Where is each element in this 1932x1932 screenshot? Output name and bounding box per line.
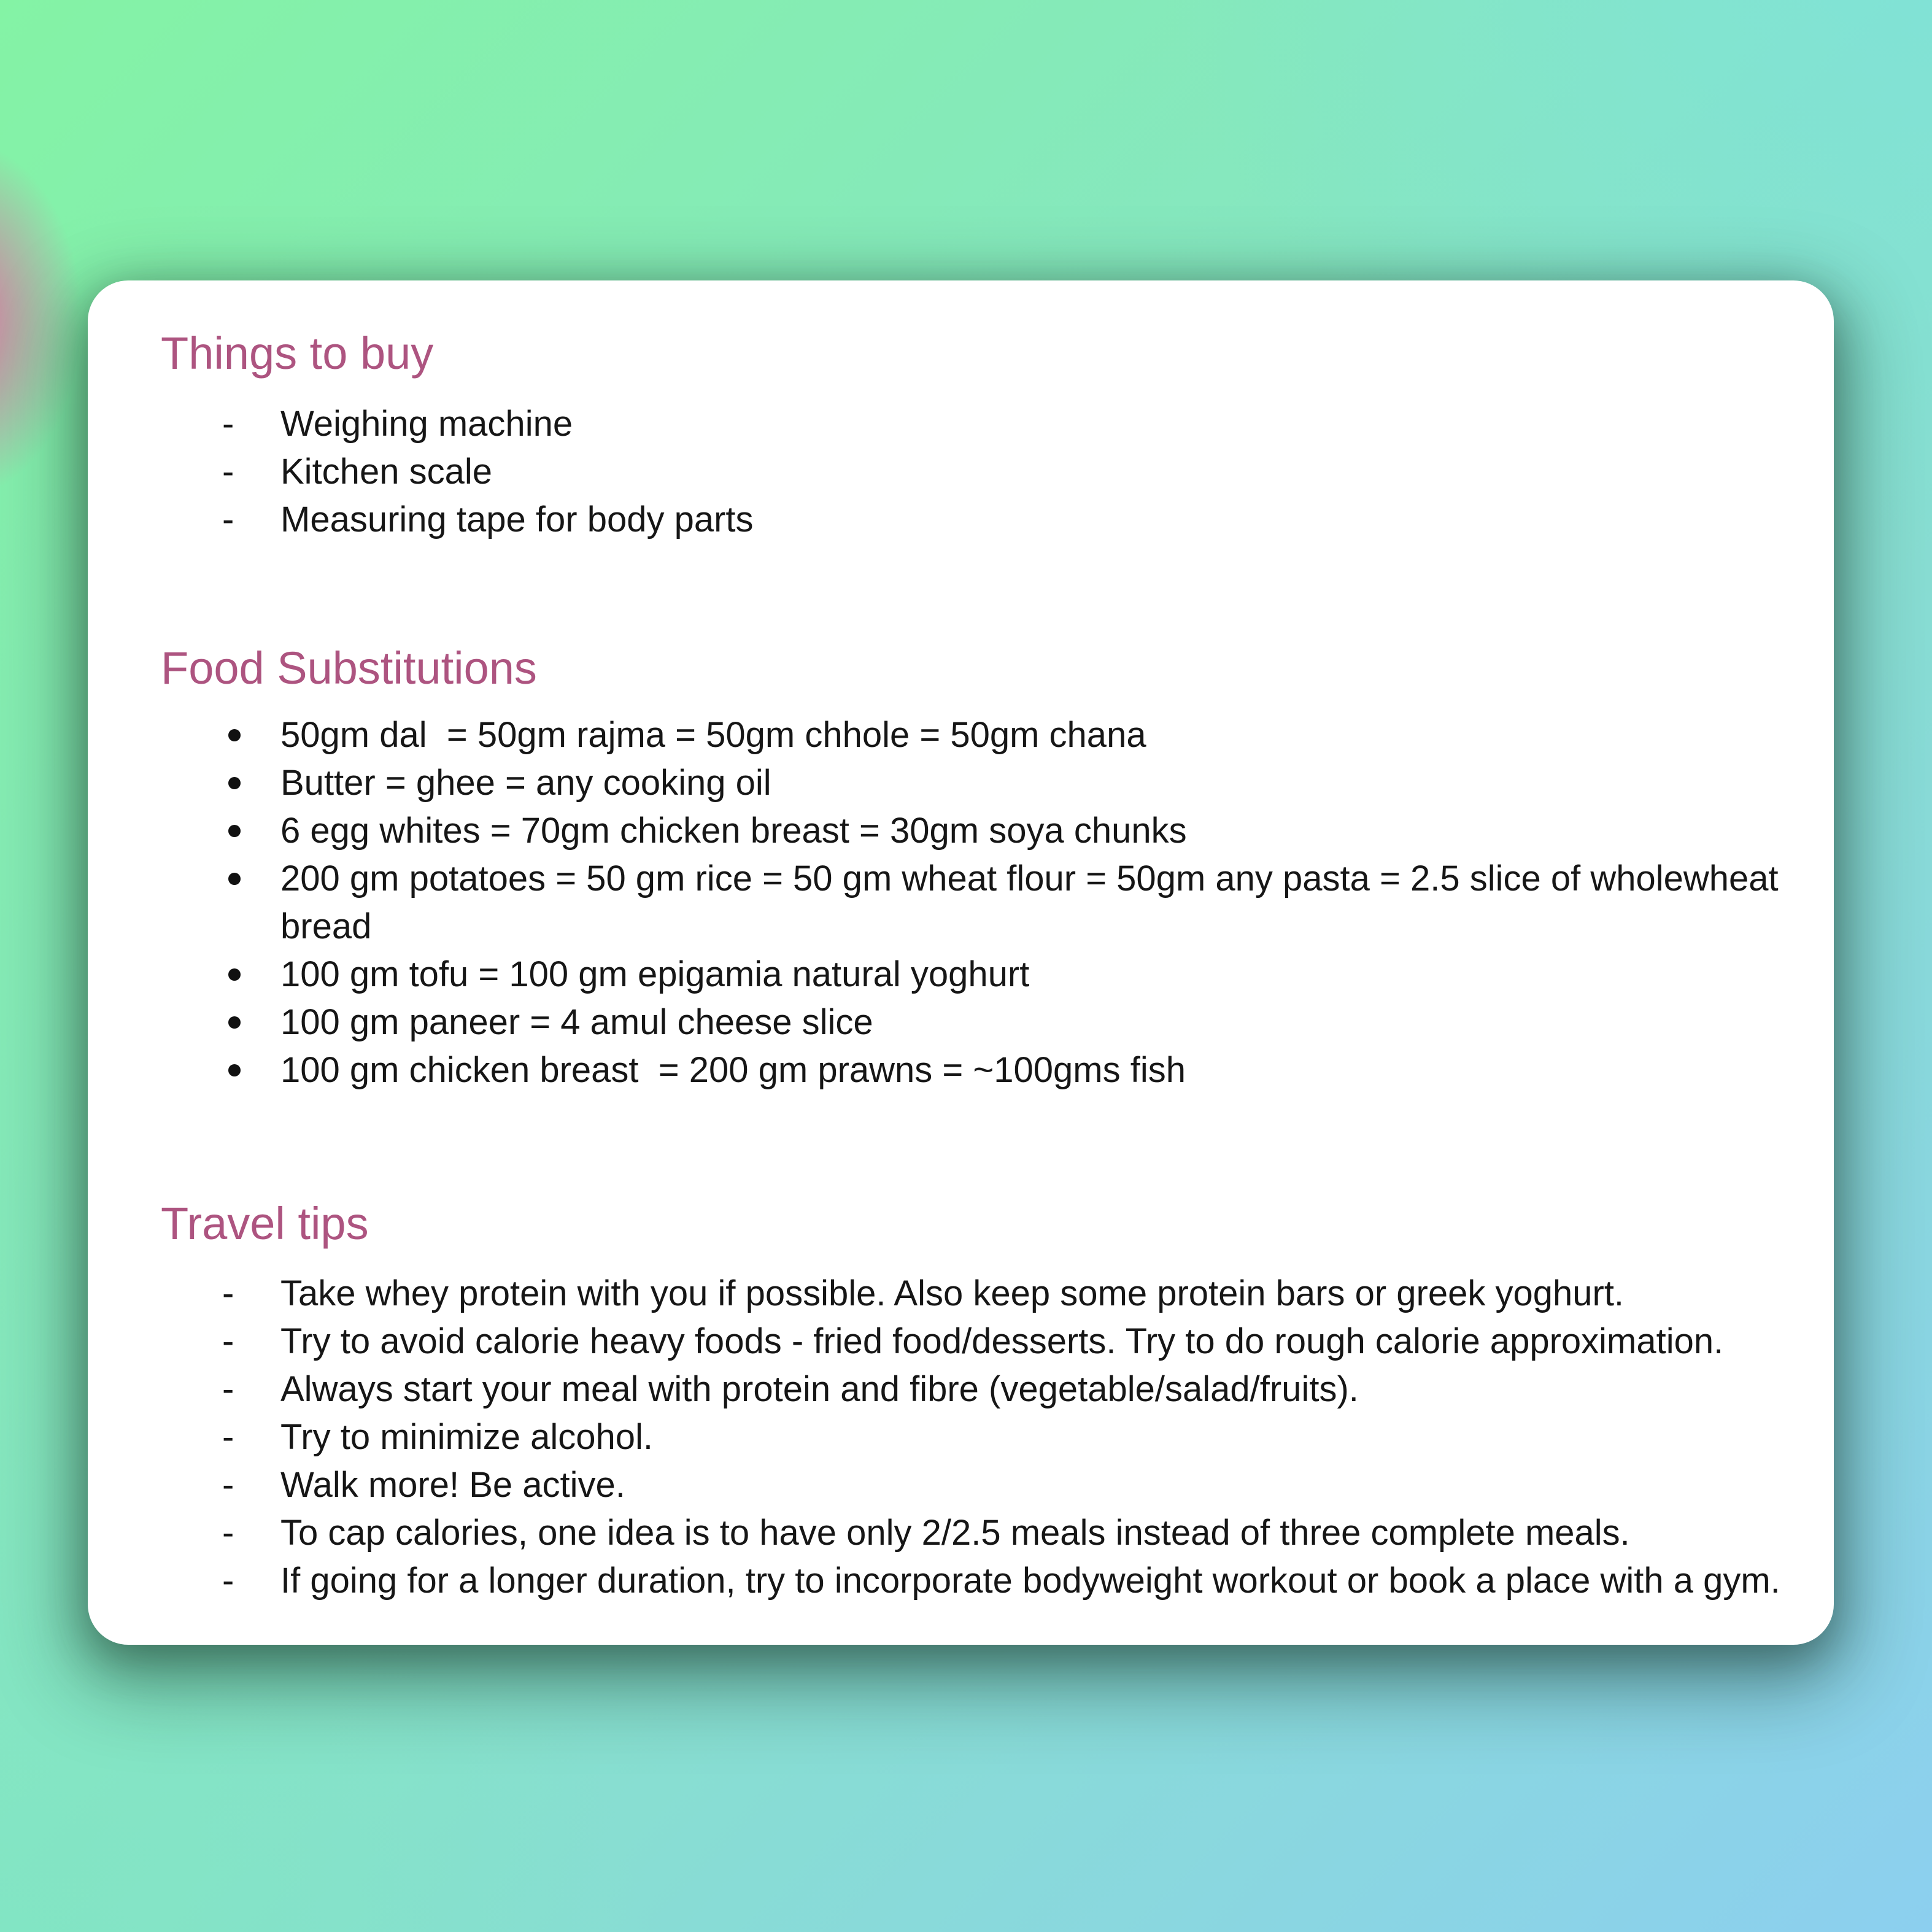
list-item-text: Kitchen scale: [280, 452, 492, 492]
section-travel-tips: [88, 1196, 1834, 1605]
list-item-text: 6 egg whites = 70gm chicken breast = 30gm soya chunks: [280, 811, 1187, 851]
disc-bullet-icon: [228, 1016, 241, 1029]
dash-bullet: -: [222, 452, 234, 492]
list-item: [222, 1557, 1797, 1605]
disc-bullet-icon: [228, 873, 241, 885]
document-card: [88, 280, 1834, 1645]
list-item: [280, 951, 1797, 999]
list-item: [280, 1046, 1797, 1094]
disc-bullet-icon: [228, 729, 241, 741]
list-item-text: If going for a longer duration, try to incorporate bodyweight workout or book a place with a gym.: [280, 1561, 1780, 1601]
list-item-text: 100 gm tofu = 100 gm epigamia natural yoghurt: [280, 954, 1030, 994]
list-item-text: 100 gm paneer = 4 amul cheese slice: [280, 1002, 873, 1042]
disc-bullet-icon: [228, 968, 241, 981]
dash-bullet: -: [222, 500, 234, 539]
list-item-text: Butter = ghee = any cooking oil: [280, 763, 771, 803]
list-item: [222, 1509, 1797, 1557]
section-things-to-buy: [88, 325, 1834, 544]
disc-bullet-icon: [228, 825, 241, 837]
list-item-text: Walk more! Be active.: [280, 1465, 625, 1505]
dash-bullet: -: [222, 404, 234, 444]
list-item: [222, 1366, 1797, 1413]
food-substitutions-list: [88, 711, 1834, 1094]
list-item-text: Always start your meal with protein and fibre (vegetable/salad/fruits).: [280, 1369, 1359, 1409]
things-to-buy-list: [88, 400, 1834, 544]
list-item-text-wrapped: bread: [280, 906, 372, 946]
list-item-text: Take whey protein with you if possible. Also keep some protein bars or greek yoghurt.: [280, 1273, 1625, 1313]
list-item-text: Try to minimize alcohol.: [280, 1417, 654, 1457]
dash-bullet: -: [222, 1321, 234, 1361]
list-item-text: 100 gm chicken breast = 200 gm prawns = ~100gms fish: [280, 1050, 1186, 1090]
disc-bullet-icon: [228, 777, 241, 789]
dash-bullet: -: [222, 1561, 234, 1601]
list-item: [280, 999, 1797, 1046]
dash-bullet: -: [222, 1273, 234, 1313]
travel-tips-list: [88, 1270, 1834, 1605]
section-food-substitutions: [88, 640, 1834, 1094]
list-item: [222, 1318, 1797, 1366]
list-item: [222, 400, 1797, 448]
list-item: [280, 855, 1797, 951]
list-item: [222, 448, 1797, 496]
list-item-text: 200 gm potatoes = 50 gm rice = 50 gm wheat flour = 50gm any pasta = 2.5 slice of wholewheat: [280, 859, 1779, 898]
section-heading-things-to-buy: Things to buy: [161, 328, 434, 379]
list-item: [222, 496, 1797, 544]
section-heading-travel-tips: Travel tips: [161, 1198, 369, 1249]
list-item-text: To cap calories, one idea is to have only 2/2.5 meals instead of three complete meals.: [280, 1513, 1630, 1553]
list-item: [280, 711, 1797, 759]
list-item: [222, 1461, 1797, 1509]
list-item: [280, 807, 1797, 855]
list-item: [222, 1270, 1797, 1318]
section-heading-food-substitutions: Food Substitutions: [161, 643, 537, 694]
dash-bullet: -: [222, 1417, 234, 1457]
list-item-text: Try to avoid calorie heavy foods - fried food/desserts. Try to do rough calorie approximation.: [280, 1321, 1724, 1361]
dash-bullet: -: [222, 1369, 234, 1409]
list-item-text: 50gm dal = 50gm rajma = 50gm chhole = 50gm chana: [280, 715, 1146, 755]
list-item: [222, 1413, 1797, 1461]
disc-bullet-icon: [228, 1064, 241, 1076]
dash-bullet: -: [222, 1465, 234, 1505]
list-item: [280, 759, 1797, 807]
dash-bullet: -: [222, 1513, 234, 1553]
list-item-text: Weighing machine: [280, 404, 573, 444]
list-item-text: Measuring tape for body parts: [280, 500, 754, 539]
